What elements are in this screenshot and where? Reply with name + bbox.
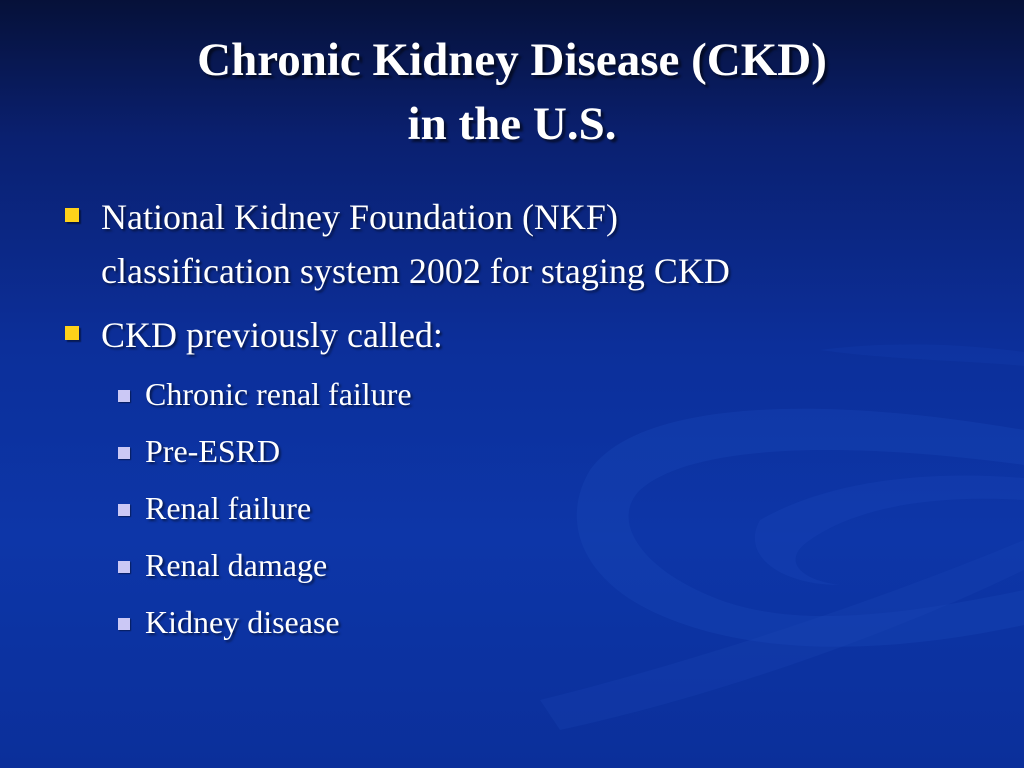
- square-subbullet-icon: [118, 447, 130, 459]
- list-item: [116, 594, 960, 651]
- previous-names-list: [116, 366, 960, 651]
- list-item: [116, 480, 960, 537]
- slide-title-line-1: Chronic Kidney Disease (CKD): [197, 34, 827, 86]
- bullet-nkf-line-1: National Kidney Foundation (NKF): [101, 197, 618, 237]
- list-item-label: Renal failure: [145, 490, 312, 526]
- square-bullet-icon: [65, 208, 79, 222]
- slide-title: [0, 28, 1024, 156]
- list-item: [116, 366, 960, 423]
- list-item-label: Pre-ESRD: [145, 433, 281, 469]
- square-subbullet-icon: [118, 561, 130, 573]
- bullet-ckd-previously-called: [60, 308, 960, 362]
- list-item: [116, 423, 960, 480]
- square-subbullet-icon: [118, 390, 130, 402]
- bullet-ckd-previously-called-text: CKD previously called:: [101, 315, 443, 355]
- list-item: [116, 537, 960, 594]
- square-subbullet-icon: [118, 618, 130, 630]
- list-item-label: Kidney disease: [145, 604, 340, 640]
- slide-title-line-2: in the U.S.: [407, 98, 617, 150]
- list-item-label: Renal damage: [145, 547, 328, 583]
- square-subbullet-icon: [118, 504, 130, 516]
- list-item-label: Chronic renal failure: [145, 376, 412, 412]
- slide-body: [60, 190, 960, 651]
- bullet-nkf-classification: [60, 190, 960, 298]
- bullet-nkf-line-2: classification system 2002 for staging CKD: [101, 251, 730, 291]
- square-bullet-icon: [65, 326, 79, 340]
